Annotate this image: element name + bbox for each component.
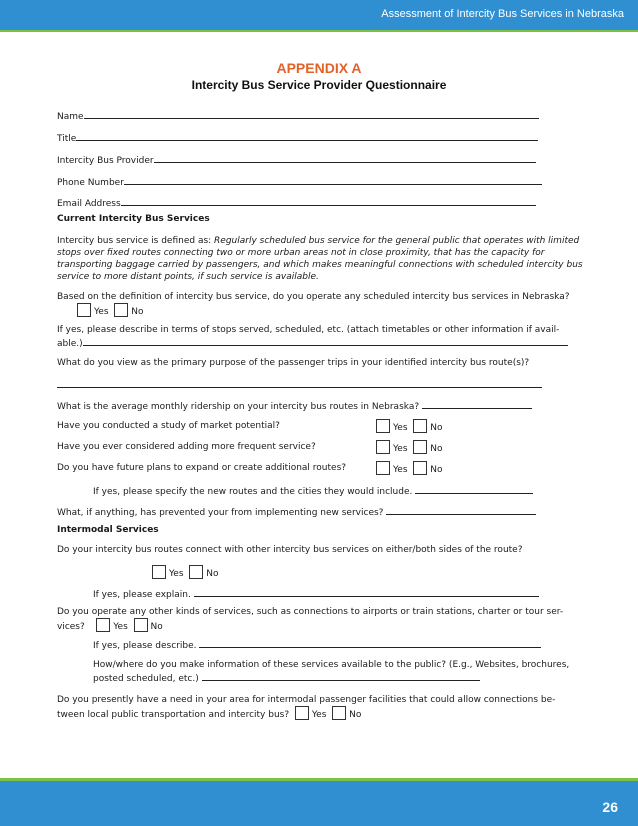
q-describe[interactable]: If yes, please describe. [93,638,541,652]
q-trip-purpose-answer[interactable] [57,378,542,392]
header-rule [0,30,638,32]
page-number: 26 [602,799,618,815]
no-checkbox[interactable] [413,440,427,454]
no-checkbox[interactable] [134,618,148,632]
header-bar [0,0,638,30]
definition-paragraph: Intercity bus service is defined as: Regularly scheduled bus service for the general public that operates with limited stops over fixed routes connecting two or more urban areas not in close proximity, that has the capacity for transporting baggage carried by passengers, and which makes meaningful connections with scheduled intercity bus service to more distant points, if such service is available. [57,236,583,282]
no-checkbox[interactable] [413,419,427,433]
q-market-study: Have you conducted a study of market potential? [57,421,280,431]
q-frequent-service-options: Yes No [376,440,443,455]
yes-checkbox[interactable] [152,565,166,579]
no-checkbox[interactable] [189,565,203,579]
yes-checkbox[interactable] [376,461,390,475]
footer-bar [0,781,638,826]
q-explain[interactable]: If yes, please explain. [93,587,539,601]
q-information: How/where do you make information of these services available to the public? (E.g., Websites, brochures, [93,660,570,670]
q-expand-routes: Do you have future plans to expand or create additional routes? [57,463,347,473]
section-current-services: Current Intercity Bus Services [57,214,210,224]
appendix-label: APPENDIX A [276,60,362,76]
q-ridership[interactable]: What is the average monthly ridership on your intercity bus routes in Nebraska? [57,399,532,413]
no-checkbox[interactable] [332,706,346,720]
q-intermodal-need: Do you presently have a need in your area for intermodal passenger facilities that could allow connections be- [57,695,556,705]
yes-checkbox[interactable] [295,706,309,720]
provider-field[interactable]: Intercity Bus Provider [57,153,536,167]
section-intermodal: Intermodal Services [57,525,159,535]
q-connect-routes: Do your intercity bus routes connect with other intercity bus services on either/both sides of the route? [57,545,523,555]
phone-field[interactable]: Phone Number [57,175,542,189]
q-market-study-options: Yes No [376,419,443,434]
yes-checkbox[interactable] [77,303,91,317]
q-connect-routes-options: Yes No [152,565,219,580]
q-operate-options: Yes No [77,303,144,318]
q-prevented[interactable]: What, if anything, has prevented your from implementing new services? [57,505,536,519]
header-title: Assessment of Intercity Bus Services in Nebraska [381,8,624,20]
q-expand-routes-options: Yes No [376,461,443,476]
q-new-routes[interactable]: If yes, please specify the new routes and the cities they would include. [93,484,533,498]
no-checkbox[interactable] [413,461,427,475]
q-other-services-cont: vices? Yes No [57,618,163,633]
yes-checkbox[interactable] [96,618,110,632]
q-trip-purpose: What do you view as the primary purpose of the passenger trips in your identified intercity bus route(s)? [57,358,530,368]
q-describe-services: If yes, please describe in terms of stops served, scheduled, etc. (attach timetables or other information if avail- [57,325,560,335]
no-checkbox[interactable] [114,303,128,317]
q-intermodal-need-cont: tween local public transportation and intercity bus? Yes No [57,706,361,721]
questionnaire-title: Intercity Bus Service Provider Questionnaire [191,78,447,92]
q-describe-answer[interactable]: able.) [57,336,568,350]
q-information-cont[interactable]: posted scheduled, etc.) [93,671,480,685]
title-field[interactable]: Title [57,131,538,145]
yes-checkbox[interactable] [376,440,390,454]
q-operate-services: Based on the definition of intercity bus service, do you operate any scheduled intercity bus services in Nebraska? [57,292,570,302]
q-frequent-service: Have you ever considered adding more frequent service? [57,442,316,452]
name-field[interactable]: Name [57,109,539,123]
yes-checkbox[interactable] [376,419,390,433]
q-other-services: Do you operate any other kinds of services, such as connections to airports or train stations, charter or tour ser- [57,607,564,617]
email-field[interactable]: Email Address [57,196,536,210]
